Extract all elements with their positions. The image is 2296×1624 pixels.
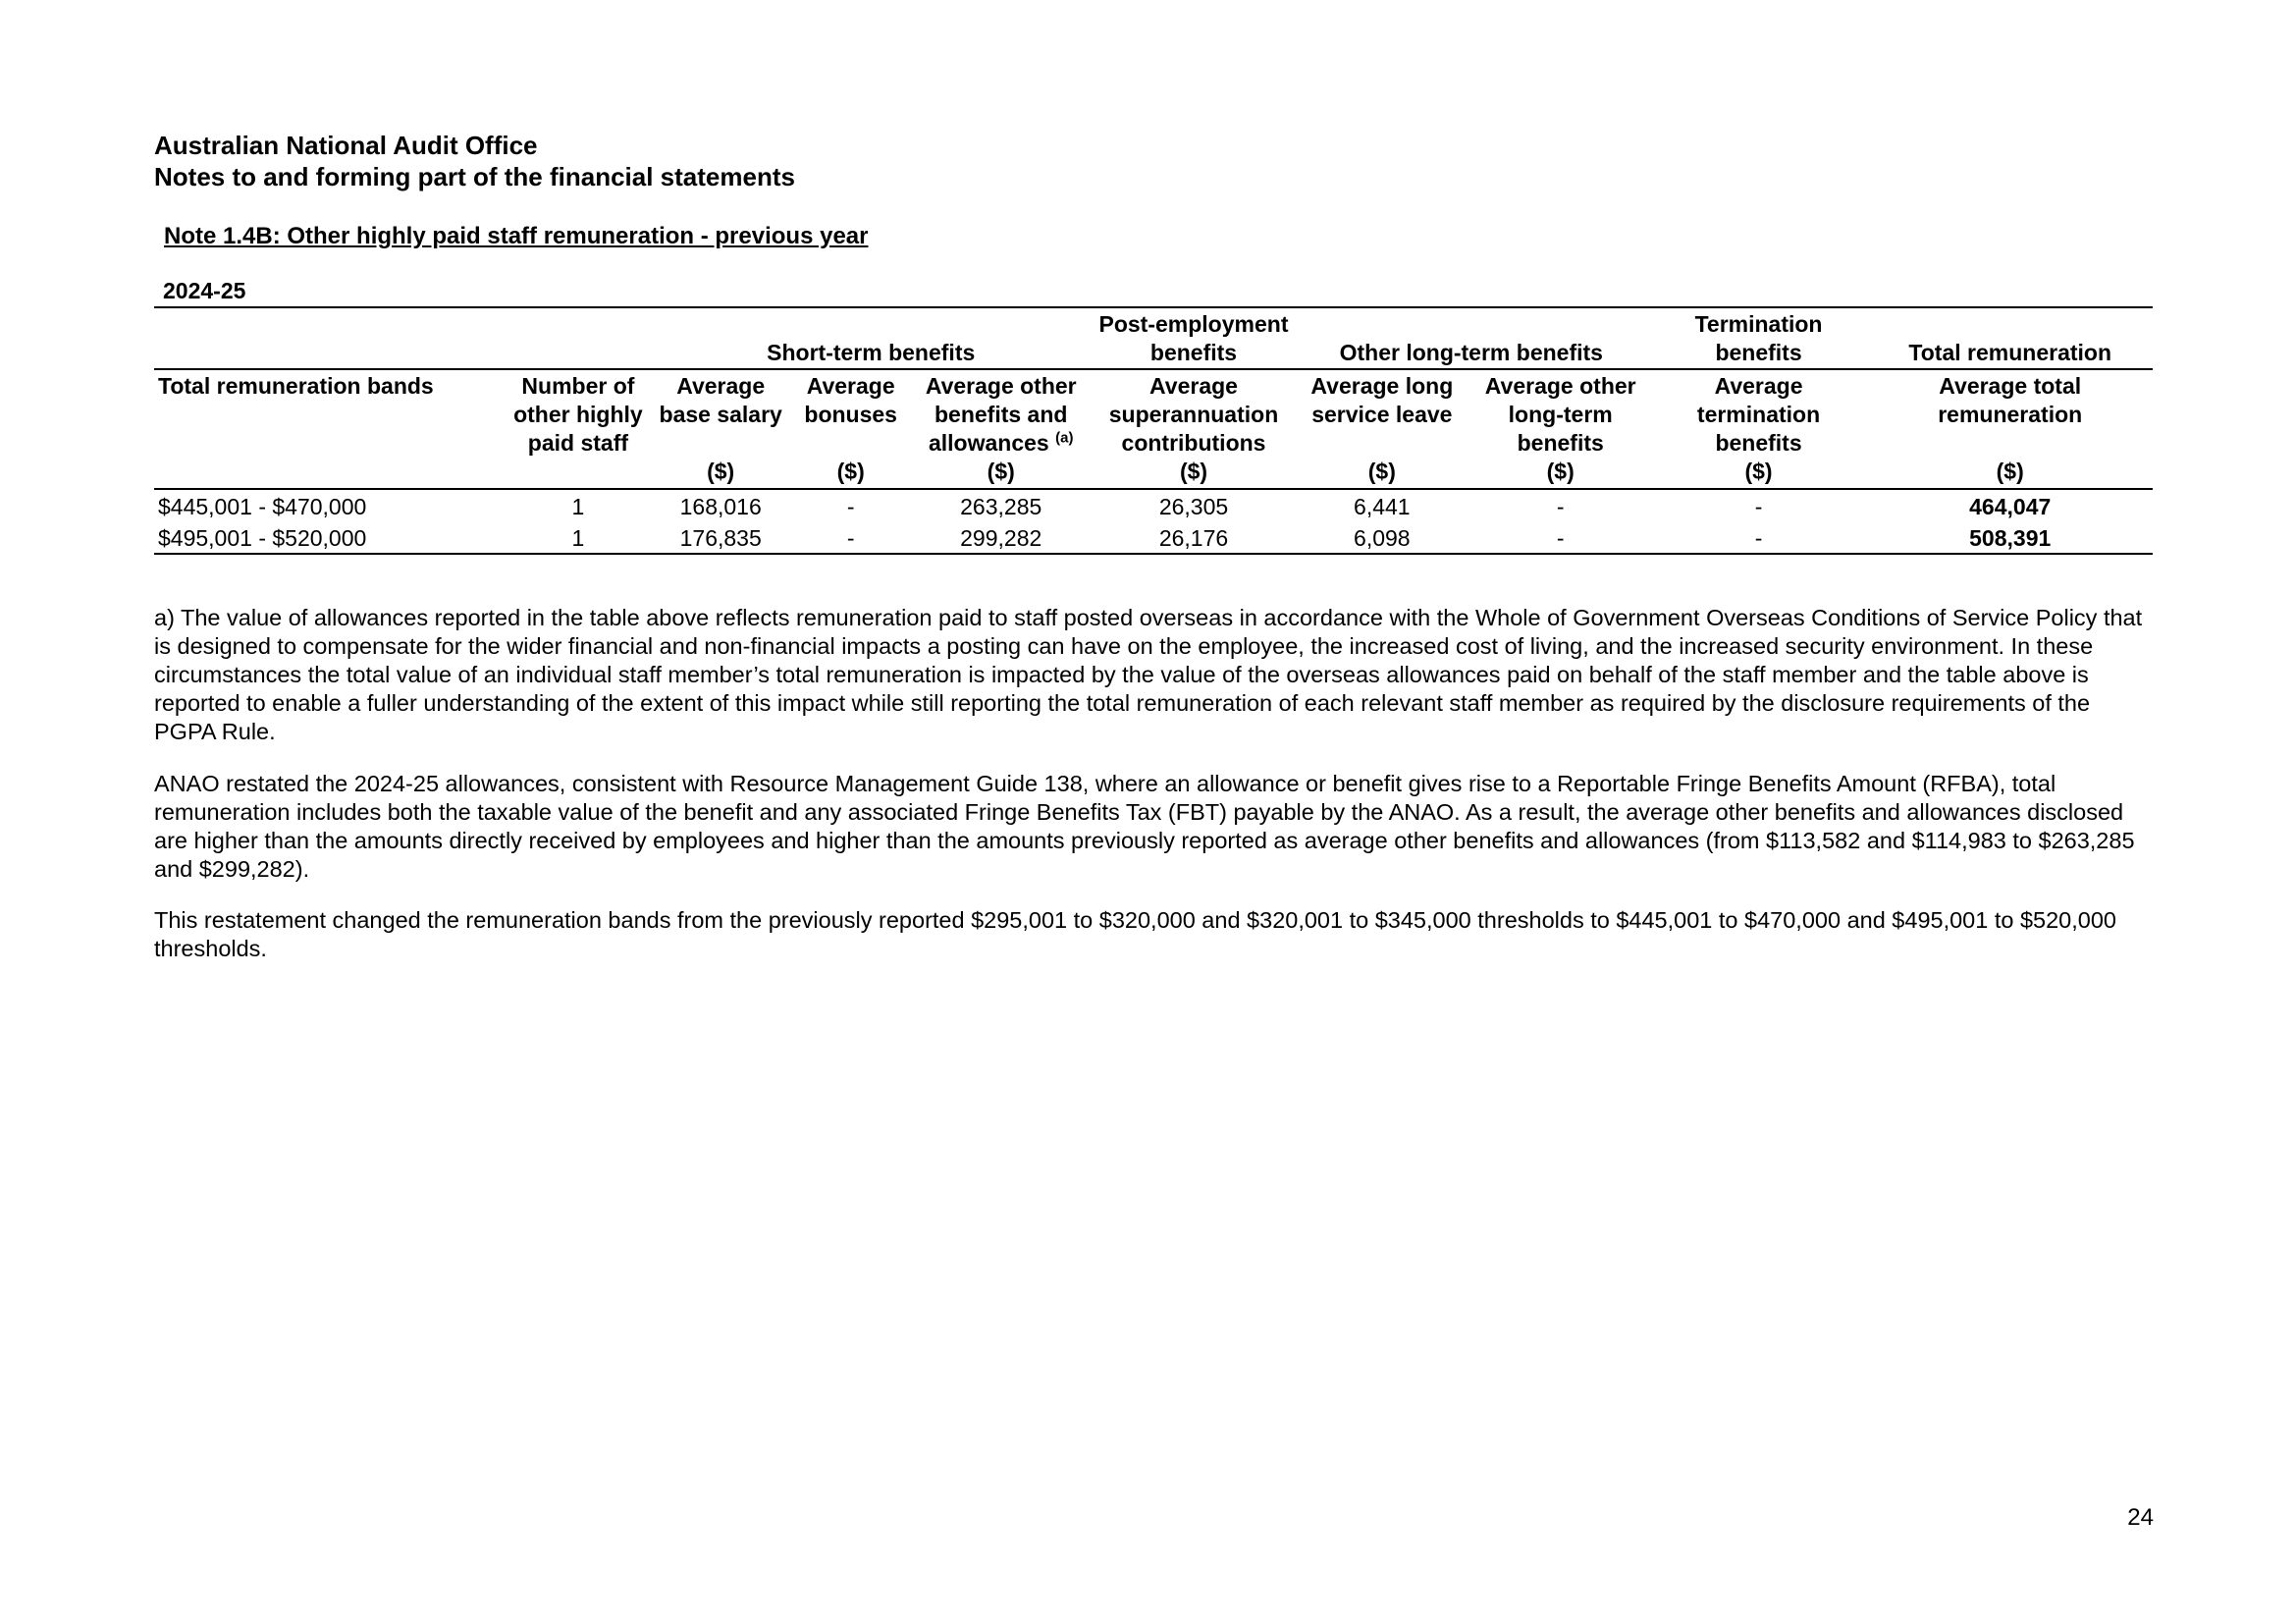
cell-bonuses: - [794, 521, 907, 554]
column-header-other-benefits [907, 369, 1095, 489]
document-subtitle: Notes to and forming part of the financial statements [154, 162, 795, 191]
page [154, 130, 2153, 987]
page-number: 24 [2127, 1504, 2154, 1531]
cell-base-salary: 176,835 [647, 521, 794, 554]
unit-label: ($) [1367, 459, 1396, 484]
column-header-total [1867, 369, 2153, 489]
column-header-bonuses-label: Average bonuses [804, 373, 897, 427]
cell-other-benefits: 263,285 [960, 494, 1042, 519]
unit-label: ($) [1996, 459, 2024, 484]
note-title: Note 1.4B: Other highly paid staff remuneration - previous year [164, 223, 869, 249]
cell-long-service: 6,098 [1293, 521, 1471, 554]
column-header-other-long-term-label: Average other long-term benefits [1484, 373, 1636, 456]
column-header-row [154, 369, 2153, 489]
cell-band: $495,001 - $520,000 [154, 521, 509, 554]
column-header-superannuation-label: Average superannuation contributions [1108, 373, 1279, 456]
remuneration-table [154, 306, 2153, 555]
cell-number: 1 [571, 494, 585, 519]
column-header-bonuses [794, 369, 907, 489]
unit-label: ($) [707, 459, 735, 484]
cell-total: 464,047 [1969, 494, 2052, 519]
column-header-base-salary [647, 369, 794, 489]
column-header-termination [1650, 369, 1868, 489]
column-header-total-label: Average total remuneration [1938, 373, 2083, 427]
cell-bonuses: - [846, 494, 855, 519]
cell-other-benefits: 299,282 [907, 521, 1095, 554]
restatement-paragraph: ANAO restated the 2024-25 allowances, consistent with Resource Management Guide 138, where an allowance or benefit gives rise to a Reportable Fringe Benefits Amount (RFBA), total remuneration includes both the taxable value of the benefit and any associated Fringe Benefits Tax (FBT) payable by the ANAO. As a result, the average other benefits and allowances disclosed are higher than the amounts directly received by employees and higher than the amounts previously reported as average other benefits and allowances (from $113,582 and $114,983 to $263,285 and $299,282). [154, 770, 2135, 882]
footnote-marker-a: (a) [1055, 429, 1074, 447]
cell-termination: - [1754, 494, 1763, 519]
cell-termination: - [1650, 521, 1868, 554]
unit-label: ($) [1179, 459, 1208, 484]
cell-base-salary: 168,016 [679, 494, 762, 519]
column-header-other-long-term [1471, 369, 1650, 489]
group-header-post-employment: Post-employment benefits [1095, 307, 1293, 369]
column-header-long-service [1293, 369, 1471, 489]
footnote-a: a) The value of allowances reported in the table above reflects remuneration paid to staff posted overseas in accordance with the Whole of Government Overseas Conditions of Service Policy that is designed to compensate for the wider financial and non-financial impacts a posting can have on the employee, the increased cost of living, and the increased security environment. In these circumstances the total value of an individual staff member’s total remuneration is impacted by the value of the overseas allowances paid on behalf of the staff member and the table above is reported to enable a fuller understanding of the extent of this impact while still reporting the total remuneration of each relevant staff member as required by the disclosure requirements of the PGPA Rule. [154, 605, 2143, 744]
group-header-row [154, 307, 2153, 369]
cell-total: 508,391 [1867, 521, 2153, 554]
organisation-name: Australian National Audit Office [154, 131, 538, 160]
column-header-number [509, 369, 648, 489]
column-header-bands: Total remuneration bands [154, 369, 509, 489]
unit-label: ($) [987, 459, 1015, 484]
column-header-number-label: Number of other highly paid staff [513, 373, 643, 456]
bands-change-paragraph: This restatement changed the remuneration bands from the previously reported $295,001 to $320,000 and $320,001 to $345,000 thresholds to $445,001 to $470,000 and $495,001 to $520,000 thresholds. [154, 907, 2116, 961]
cell-other-long-term: - [1556, 494, 1565, 519]
cell-number: 1 [509, 521, 648, 554]
group-header-short-term: Short-term benefits [647, 307, 1095, 369]
group-header-other-long-term: Other long-term benefits [1293, 307, 1650, 369]
cell-long-service: 6,441 [1354, 494, 1411, 519]
table-year: 2024-25 [163, 278, 246, 303]
unit-label: ($) [1546, 459, 1575, 484]
unit-label: ($) [836, 459, 865, 484]
column-header-base-salary-label: Average base salary [659, 373, 782, 427]
cell-superannuation: 26,305 [1158, 494, 1229, 519]
table-row [154, 489, 2153, 521]
column-header-superannuation [1095, 369, 1293, 489]
group-header-termination: Termination benefits [1650, 307, 1868, 369]
table-row [154, 521, 2153, 554]
column-header-long-service-label: Average long service leave [1310, 373, 1454, 427]
cell-band: $445,001 - $470,000 [158, 494, 367, 519]
column-header-termination-label: Average termination benefits [1696, 373, 1821, 456]
column-header-other-benefits-label: Average other benefits and allowances [925, 373, 1077, 456]
cell-other-long-term: - [1471, 521, 1650, 554]
cell-superannuation: 26,176 [1095, 521, 1293, 554]
group-header-total: Total remuneration [1867, 307, 2153, 369]
unit-label: ($) [1744, 459, 1773, 484]
